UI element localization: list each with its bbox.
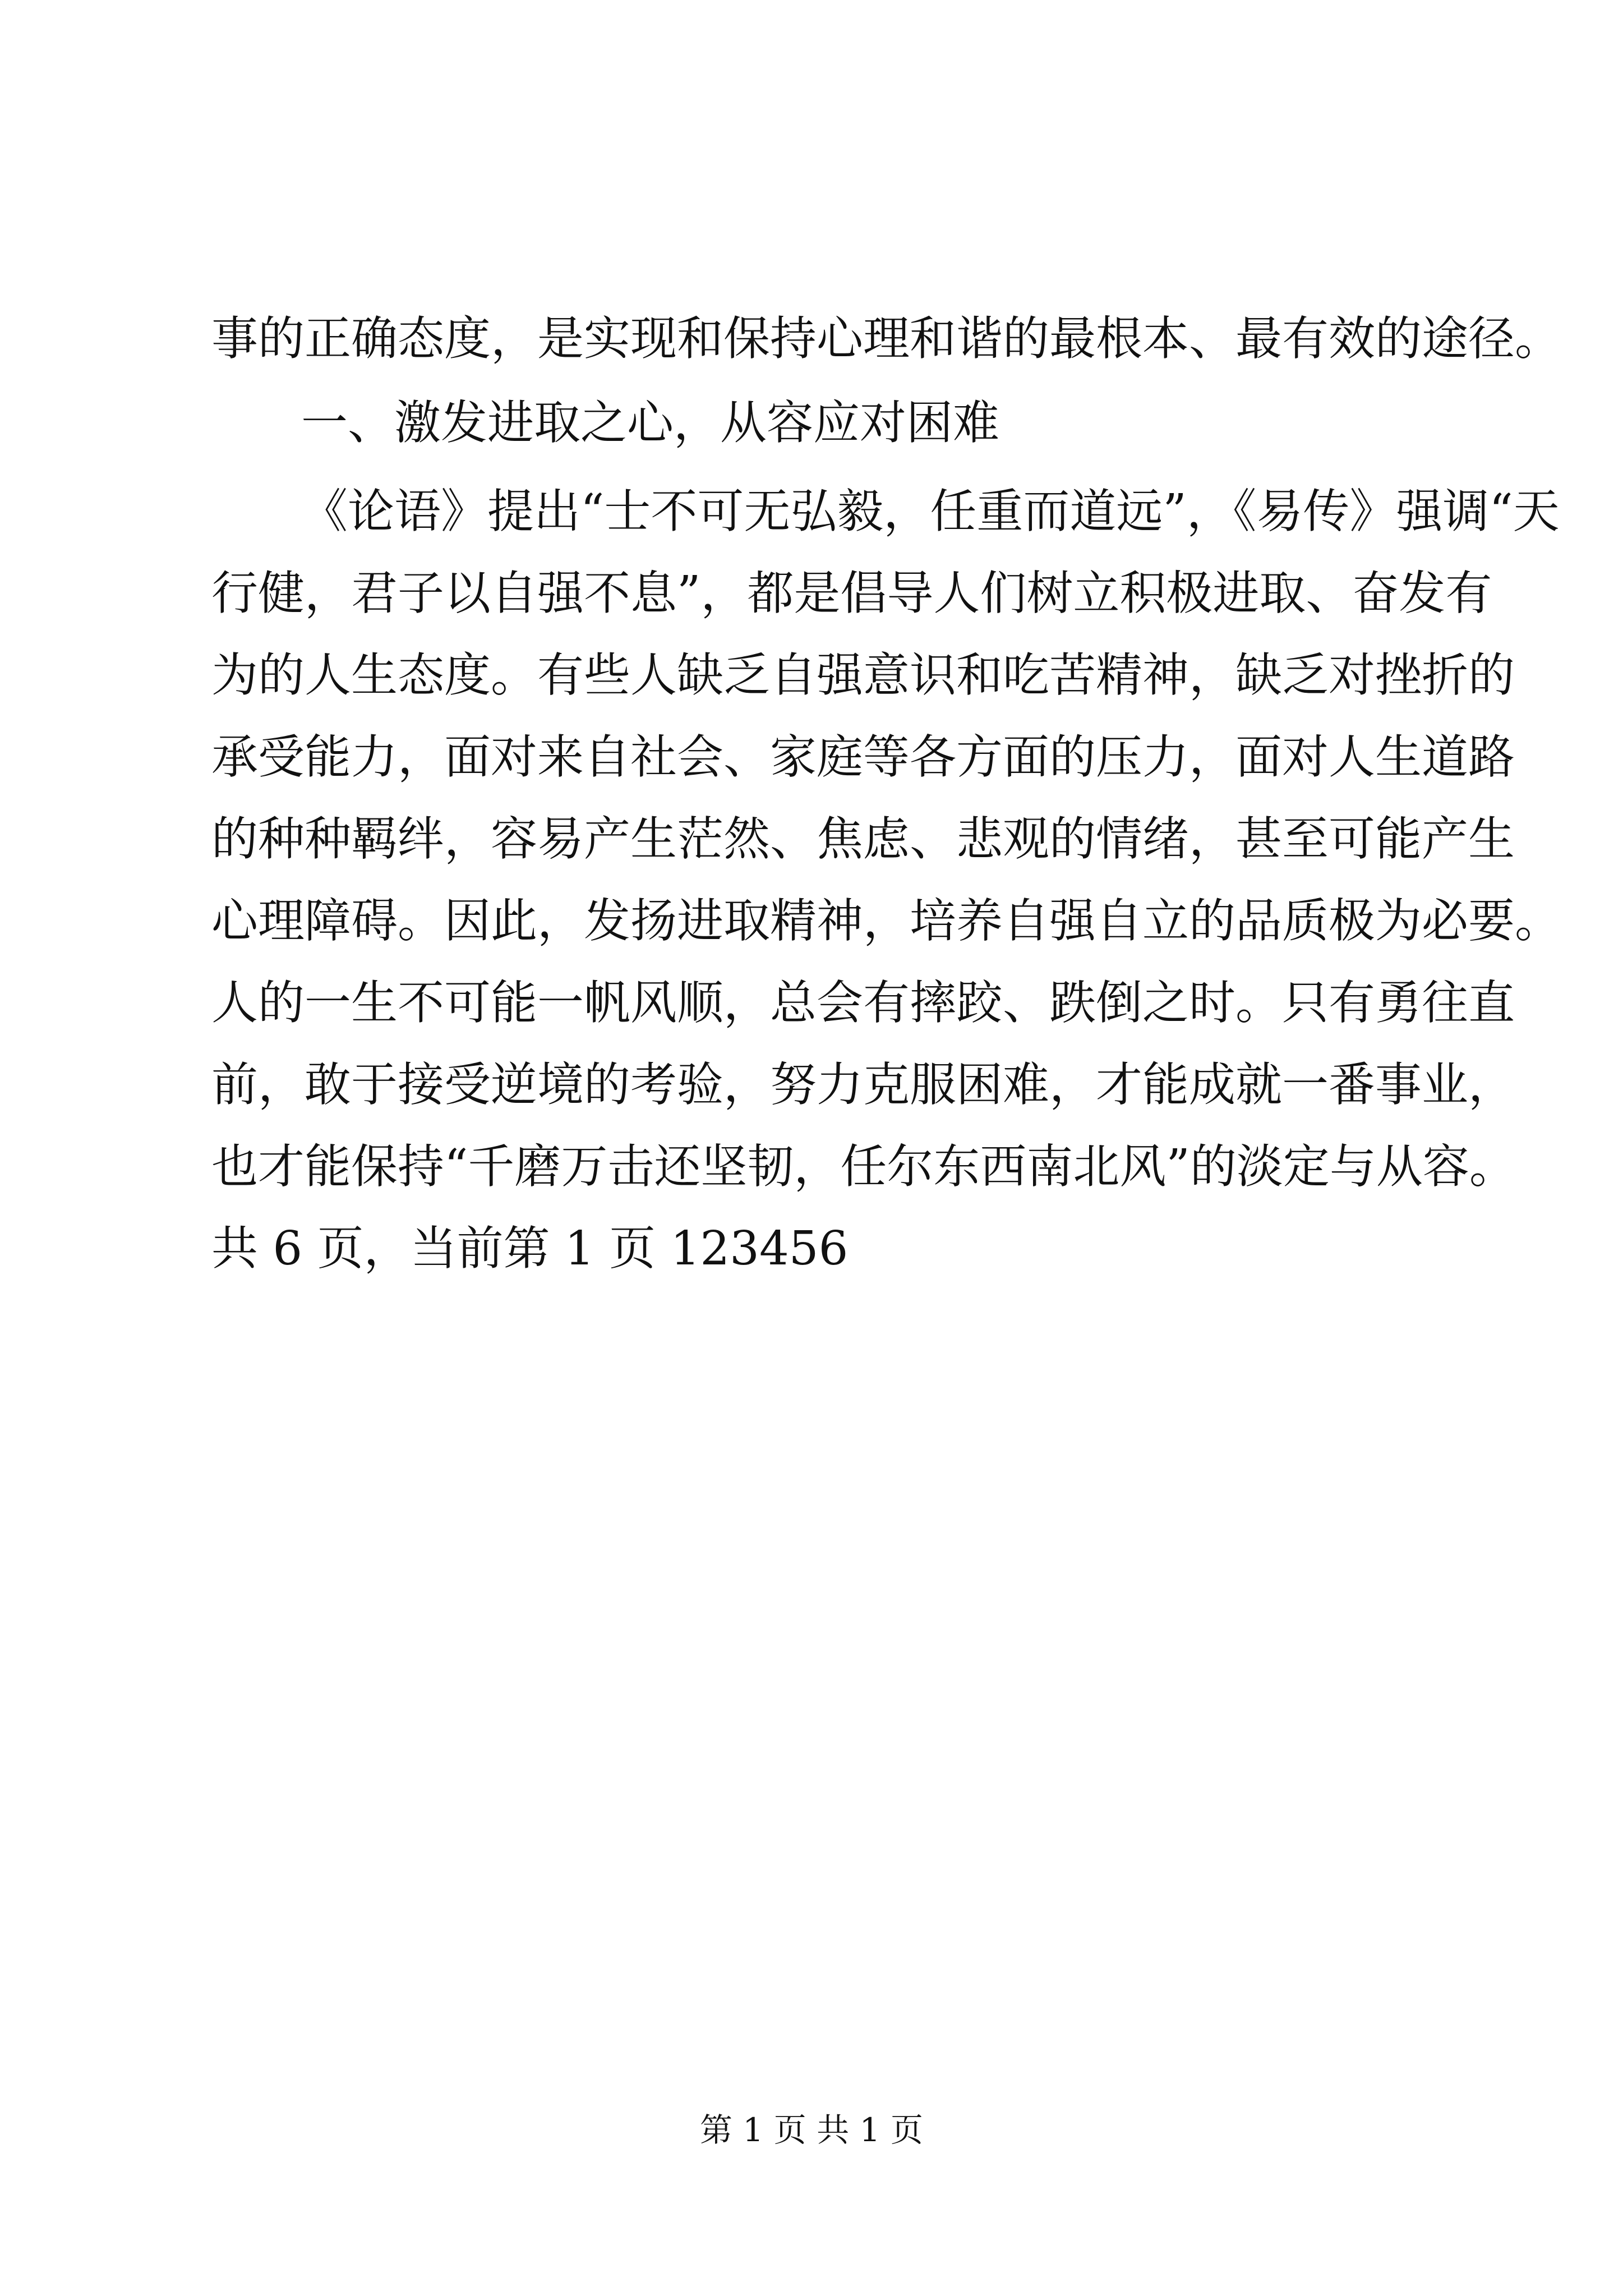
page-footer: 第 1 页 共 1 页 <box>700 2111 923 2149</box>
body-text-line: 为的人生态度。有些人缺乏自强意识和吃苦精神，缺乏对挫折的 <box>211 648 1515 702</box>
body-text-line: 承受能力，面对来自社会、家庭等各方面的压力，面对人生道路 <box>211 730 1515 784</box>
body-text-line: 行健，君子以自强不息”，都是倡导人们树立积极进取、奋发有 <box>211 566 1492 620</box>
body-text-line: 也才能保持“千磨万击还坚韧，任尔东西南北风”的淡定与从容。 <box>211 1139 1516 1194</box>
body-text-line: 事的正确态度，是实现和保持心理和谐的最根本、最有效的途径。 <box>211 311 1561 366</box>
body-text-line: 心理障碍。因此，发扬进取精神，培养自强自立的品质极为必要。 <box>211 894 1561 948</box>
body-text-line: 的种种羁绊，容易产生茫然、焦虑、悲观的情绪，甚至可能产生 <box>211 812 1515 866</box>
page-count-line: 共 6 页，当前第 1 页 123456 <box>211 1221 849 1276</box>
body-text-line: 人的一生不可能一帆风顺，总会有摔跤、跌倒之时。只有勇往直 <box>211 976 1515 1030</box>
section-heading: 一、激发进取之心，从容应对困难 <box>301 395 999 450</box>
body-text-line: 前，敢于接受逆境的考验，努力克服困难，才能成就一番事业， <box>211 1057 1515 1112</box>
body-text-line: 《论语》提出“士不可无弘毅，任重而道远”，《易传》强调“天 <box>301 484 1560 539</box>
